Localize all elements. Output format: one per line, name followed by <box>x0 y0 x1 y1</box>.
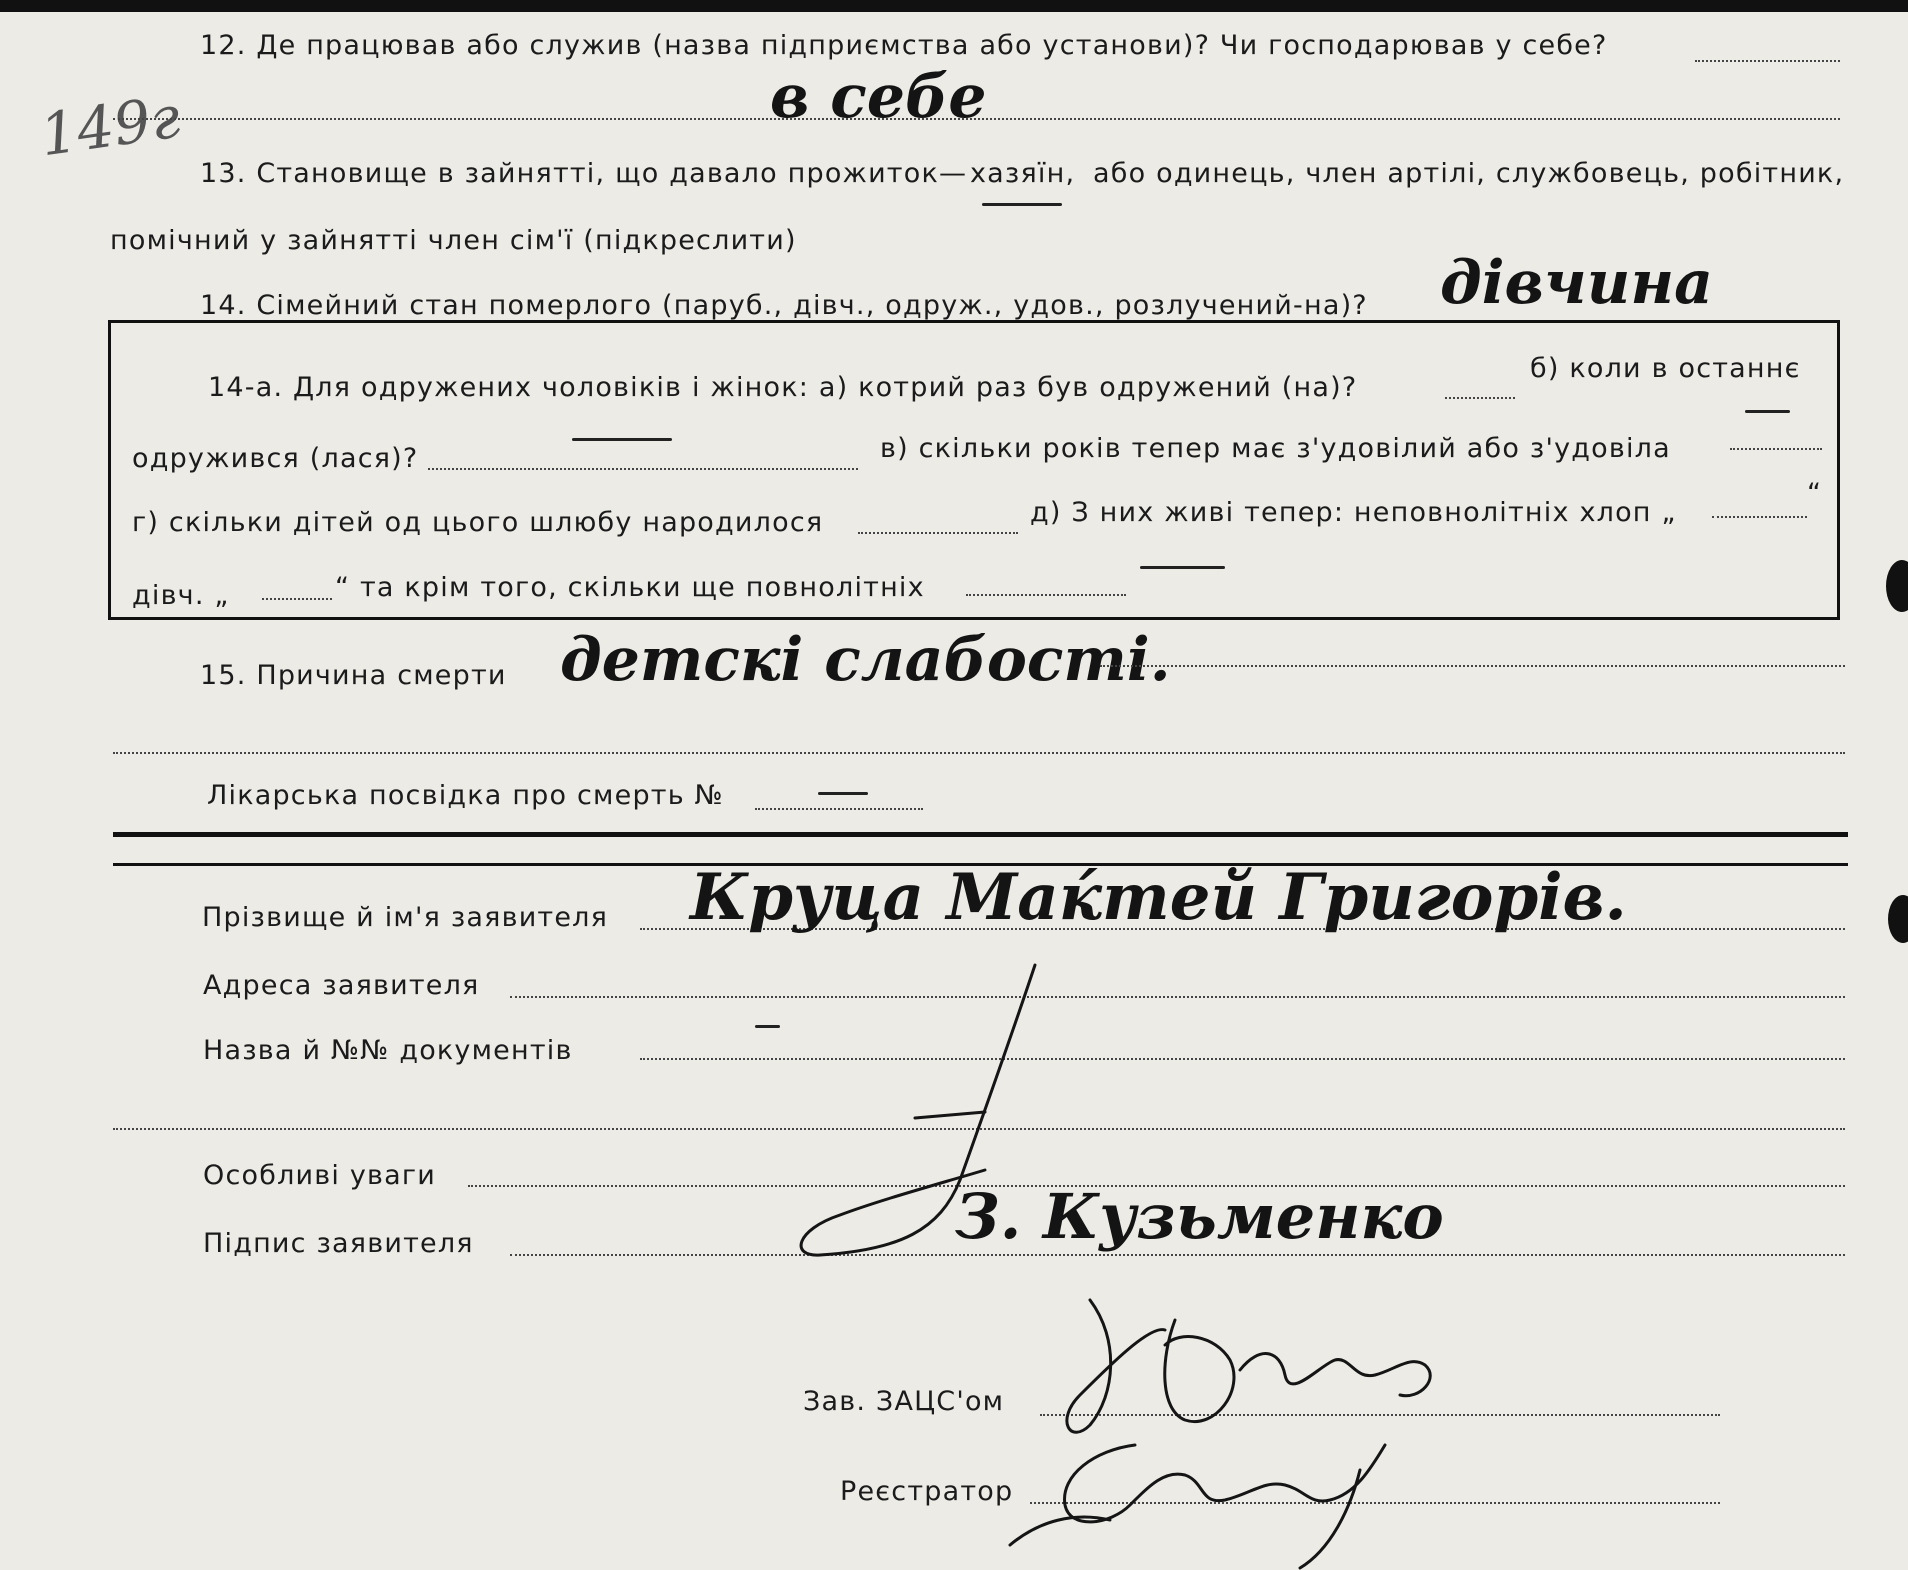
q14a-line1-a: 14-а. Для одружених чоловіків і жінок: а) котрий раз був одружений (на)? <box>208 372 1358 403</box>
q14a-line2-a: одружився (лася)? <box>132 443 419 474</box>
zags-label: Зав. ЗАЦС'ом <box>803 1386 1005 1417</box>
q14a-line4-b: “ та крім того, скільки ще повнолітніх <box>335 572 925 603</box>
applicant-sign-value: З. Кузьменко <box>955 1180 1444 1253</box>
q14a-line3-a: г) скільки дітей од цього шлюбу народилося <box>132 507 824 538</box>
applicant-sign-label: Підпис заявителя <box>203 1228 474 1259</box>
q12-answer: в себе <box>770 62 987 132</box>
q13-label-start: 13. Становище в зайнятті, що давало прожиток— <box>200 158 968 189</box>
q14a-line3-c: “ <box>1807 478 1823 509</box>
q12-label: 12. Де працював або служив (назва підприємства або установи)? Чи господарював у себе? <box>200 30 1608 61</box>
med-label: Лікарська посвідка про смерть № <box>207 780 724 811</box>
applicant-notes-label: Особливі уваги <box>203 1160 437 1191</box>
registrar-label: Реєстратор <box>840 1476 1014 1507</box>
applicant-name-value: Круца Маќтей Григорів. <box>690 860 1627 935</box>
margin-note: 149г <box>35 82 185 170</box>
q14-label: 14. Сімейний стан померлого (паруб., дівч., одруж., удов., розлучений-на)? <box>200 290 1368 321</box>
q13-label-end: або одинець, член артілі, службовець, робітник, <box>1093 158 1845 189</box>
q13-label-line2: помічний у зайнятті член сім'ї (підкреслити) <box>110 225 797 256</box>
q14a-line4-a: дівч. „ <box>132 580 230 611</box>
q14a-line2-b: в) скільки років тепер має з'удовілий або з'удовіла <box>880 433 1671 464</box>
applicant-name-label: Прізвище й ім'я заявителя <box>202 902 609 933</box>
q14-answer: дівчина <box>1440 248 1714 318</box>
applicant-address-label: Адреса заявителя <box>203 970 480 1001</box>
q14a-line3-b: д) З них живі тепер: неповнолітніх хлоп „ <box>1030 497 1677 528</box>
applicant-docs-label: Назва й №№ документів <box>203 1035 573 1066</box>
q13-underlined: хазяїн, <box>970 158 1076 189</box>
q15-answer: детскі слабості. <box>560 625 1171 695</box>
q15-label: 15. Причина смерти <box>200 660 507 691</box>
q14a-line1-b: б) коли в останнє <box>1530 353 1801 384</box>
